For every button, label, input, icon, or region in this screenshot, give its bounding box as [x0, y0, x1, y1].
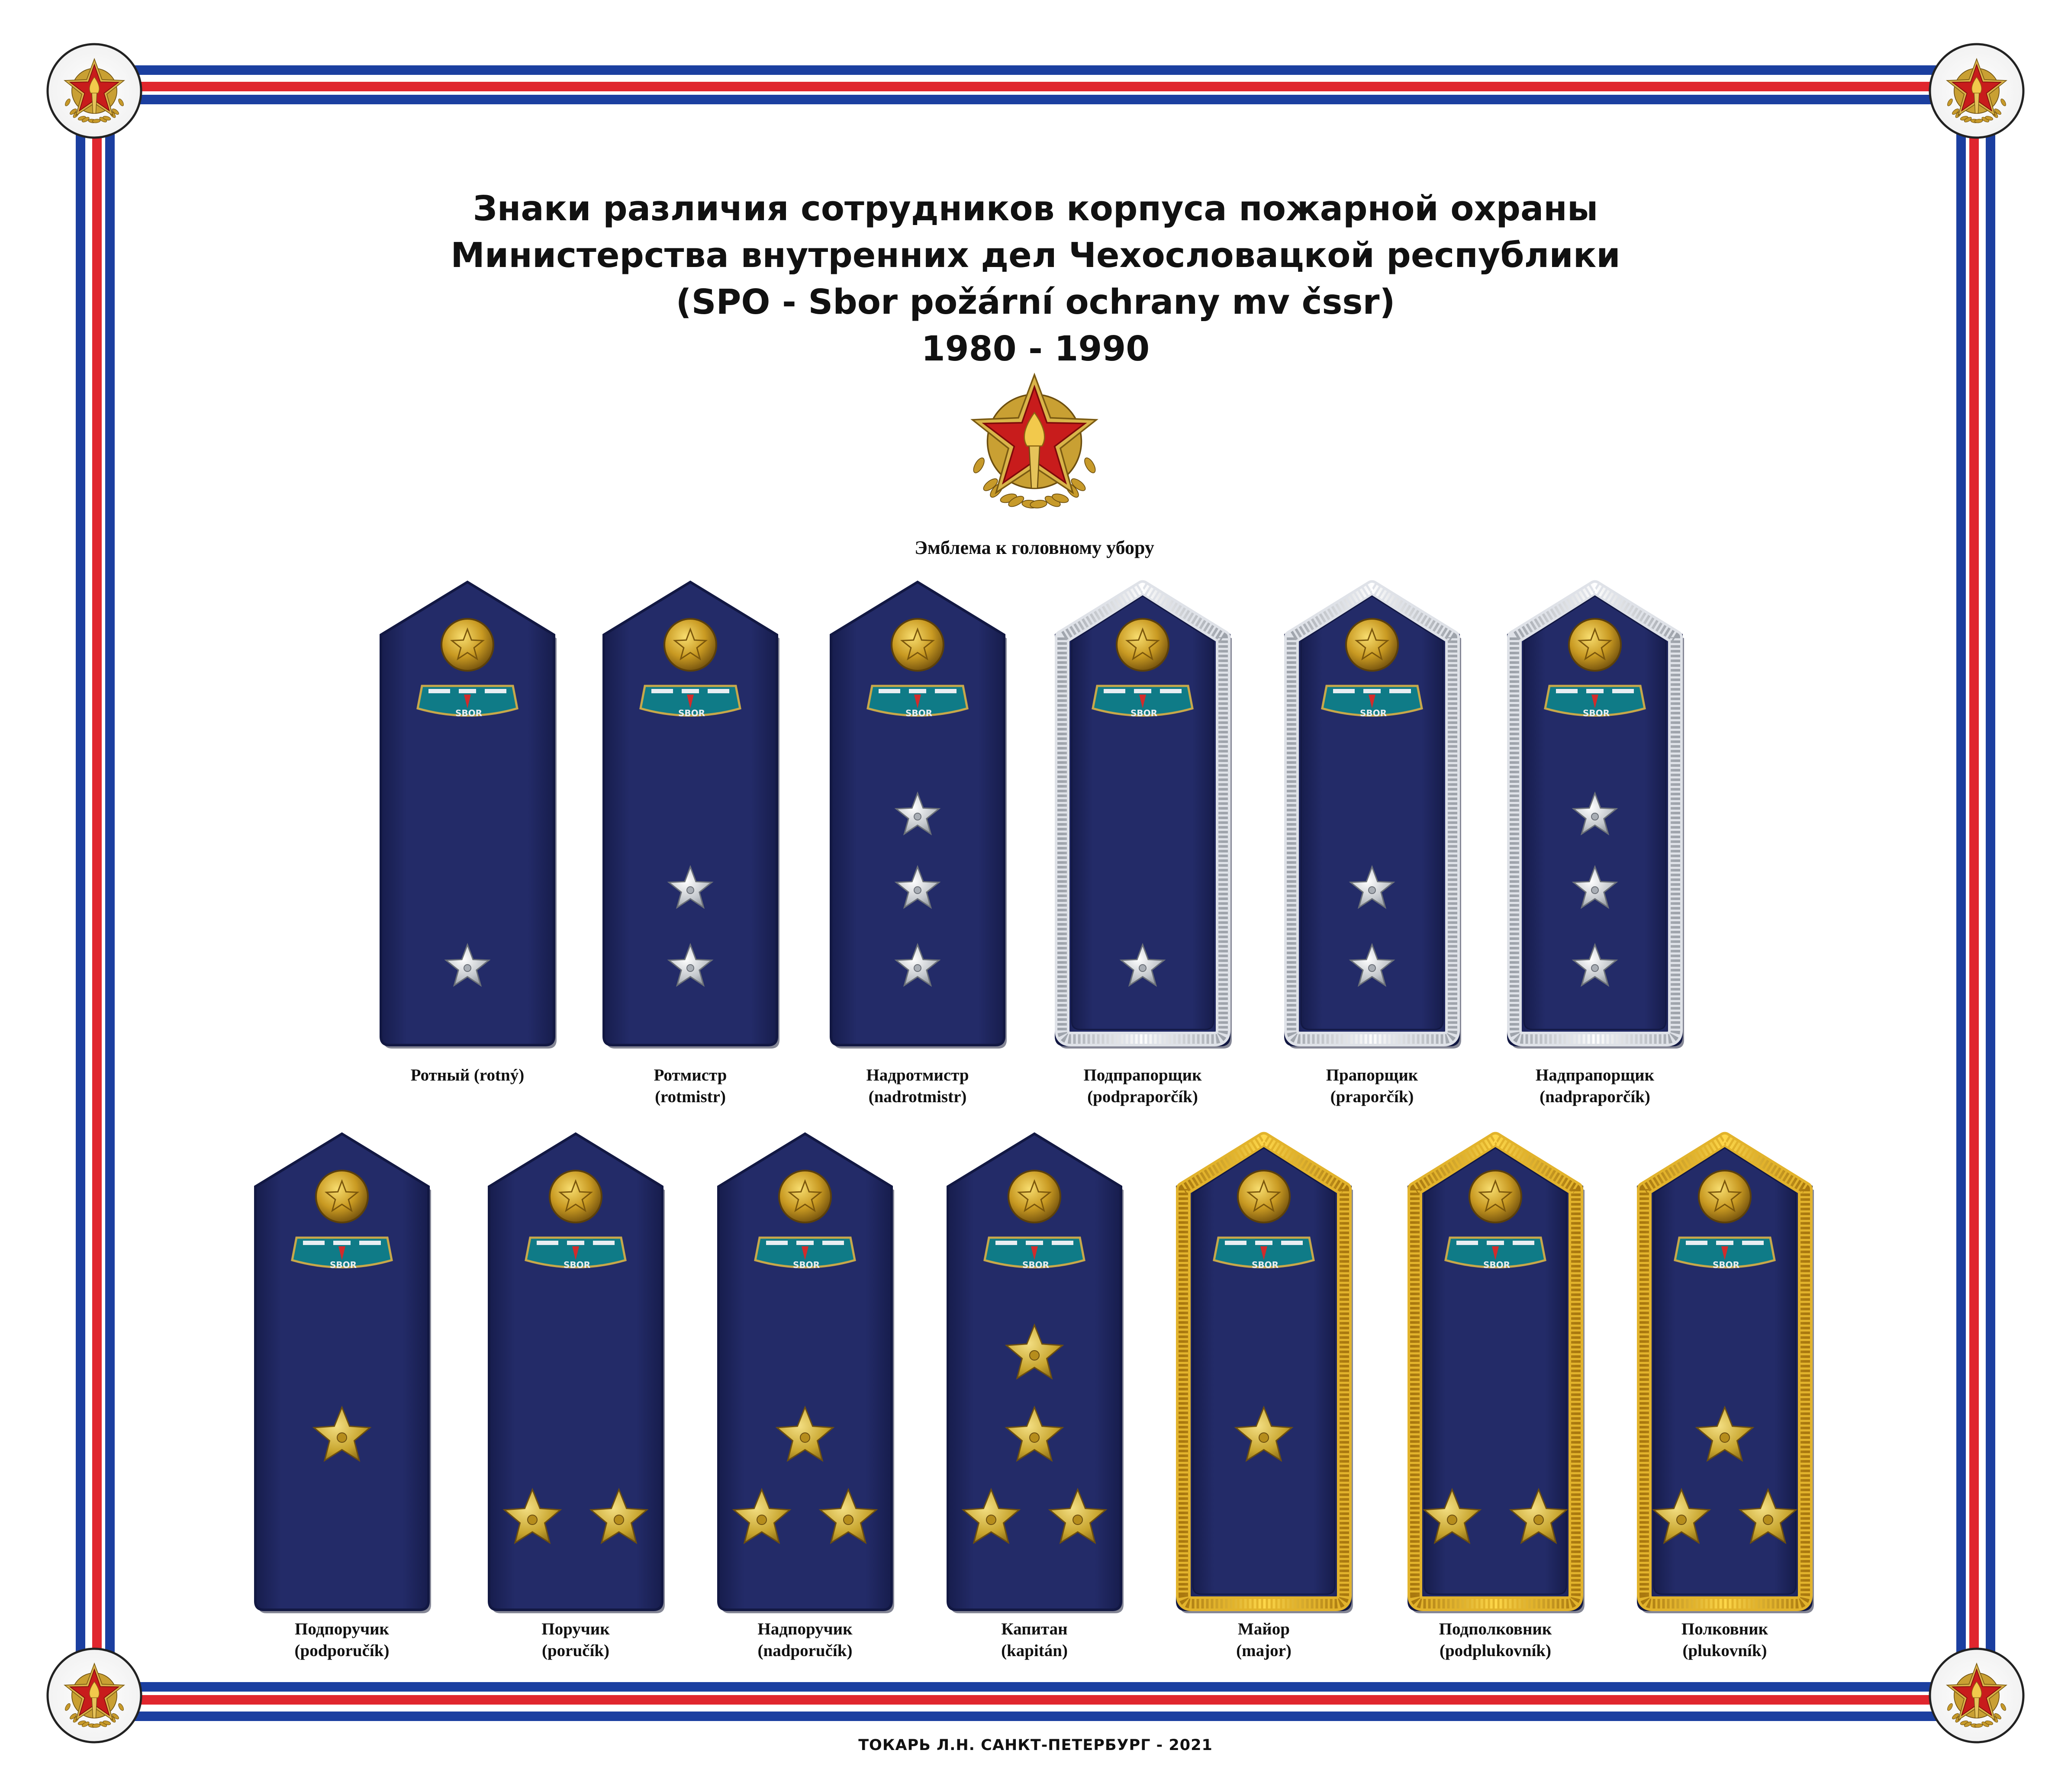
rank-label [1143, 1618, 1385, 1662]
star-center [800, 1433, 810, 1442]
button-icon [1117, 619, 1169, 671]
star-center [1259, 1433, 1269, 1442]
star-center [1720, 1433, 1730, 1442]
button-icon [1238, 1171, 1290, 1223]
rank-name: Надпоручик [757, 1620, 853, 1638]
star-center [914, 965, 921, 972]
star-center [528, 1515, 537, 1525]
rank-latin-name: (major) [1236, 1641, 1292, 1660]
button-icon [779, 1171, 831, 1223]
star-center [464, 965, 471, 972]
spo-badge-text: SBOR [1022, 1260, 1050, 1270]
star-center [914, 887, 921, 894]
star-center [1591, 965, 1598, 972]
shoulder-board [381, 582, 557, 1049]
button-icon [1008, 1171, 1060, 1223]
rank-label [684, 1618, 926, 1662]
rank-label [454, 1618, 697, 1662]
spo-badge-text: SBOR [792, 1260, 820, 1270]
star-center [1591, 887, 1598, 894]
title-line-4: 1980 - 1990 [921, 329, 1150, 369]
rank-name: Поручик [541, 1620, 610, 1638]
rank-label [1251, 1065, 1493, 1108]
rank-label [1021, 1065, 1264, 1108]
corner-emblem [1930, 44, 2023, 138]
shoulder-board [604, 582, 779, 1049]
spo-badge-text: SBOR [1130, 708, 1158, 718]
star-center [1030, 1433, 1039, 1442]
rank-name: Надпрапорщик [1535, 1066, 1655, 1084]
rank-label [346, 1065, 589, 1086]
corner-emblem [48, 44, 141, 138]
button-icon [664, 619, 716, 671]
shoulder-board [1177, 1134, 1353, 1613]
star-center [614, 1515, 624, 1525]
corner-emblem [1930, 1649, 2023, 1742]
rank-latin-name: (nadpraporčík) [1540, 1087, 1650, 1106]
rank-label [1374, 1618, 1617, 1662]
button-icon [1346, 619, 1398, 671]
shoulder-board [489, 1134, 665, 1613]
laurel-leaf [1082, 456, 1098, 474]
rank-name: Подпоручик [294, 1620, 390, 1638]
button-icon [1699, 1171, 1751, 1223]
shoulder-board [1409, 1134, 1585, 1613]
spo-badge-text: SBOR [1483, 1260, 1511, 1270]
star-center [687, 887, 694, 894]
page-title [0, 185, 2071, 372]
rank-label [796, 1065, 1039, 1108]
star-center [1591, 813, 1598, 820]
star-center [914, 813, 921, 820]
button-icon [441, 619, 493, 671]
shoulder-board [1056, 582, 1232, 1049]
rank-latin-name: (poručík) [542, 1641, 609, 1660]
laurel-leaf [971, 456, 986, 474]
star-center [986, 1515, 996, 1525]
shoulder-board [948, 1134, 1124, 1613]
spo-badge-text: SBOR [563, 1260, 591, 1270]
star-center [1677, 1515, 1686, 1525]
button-icon [316, 1171, 368, 1223]
cap-emblem [971, 375, 1097, 509]
star-center [844, 1515, 853, 1525]
spo-badge-text: SBOR [678, 708, 705, 718]
title-line-3: (SPO - Sbor požární ochrany mv čssr) [676, 282, 1395, 322]
rank-label [569, 1065, 812, 1108]
shoulder-board [255, 1134, 431, 1613]
title-line-1: Знаки различия сотрудников корпуса пожарной охраны [473, 189, 1598, 228]
rank-name: Полковник [1681, 1620, 1768, 1638]
rank-name: Подполковник [1439, 1620, 1552, 1638]
rank-name: Надротмистр [866, 1066, 969, 1084]
star-center [1030, 1351, 1039, 1360]
rank-latin-name: (podpraporčík) [1087, 1087, 1198, 1106]
corner-emblem [48, 1649, 141, 1742]
torch-handle [1029, 445, 1040, 489]
rank-name: Майор [1238, 1620, 1290, 1638]
shoulder-board [831, 582, 1007, 1049]
rank-latin-name: (rotmistr) [655, 1087, 726, 1106]
shoulder-board [1638, 1134, 1814, 1613]
rank-latin-name: (nadporučík) [757, 1641, 853, 1660]
button-icon [1469, 1171, 1521, 1223]
emblem-caption: Эмблема к головному убору [915, 537, 1154, 558]
button-icon [1569, 619, 1621, 671]
star-center [1369, 887, 1375, 894]
shoulder-board [1285, 582, 1461, 1049]
star-center [1447, 1515, 1457, 1525]
rank-label [1604, 1618, 1846, 1662]
rank-label [1474, 1065, 1716, 1108]
star-center [757, 1515, 767, 1525]
rank-latin-name: (nadrotmistr) [868, 1087, 967, 1106]
star-center [1763, 1515, 1773, 1525]
spo-badge-text: SBOR [1582, 708, 1610, 718]
title-line-2: Министерства внутренних дел Чехословацкой республики [451, 235, 1620, 275]
star-center [1534, 1515, 1543, 1525]
spo-badge-text: SBOR [329, 1260, 357, 1270]
star-center [1139, 965, 1146, 972]
button-icon [892, 619, 944, 671]
torch-handle [92, 1697, 97, 1718]
shoulder-board [1508, 582, 1684, 1049]
torch-handle [1974, 1697, 1979, 1718]
spo-badge-text: SBOR [1251, 1260, 1279, 1270]
rank-name: Ротмистр [654, 1066, 727, 1084]
rank-latin-name: (plukovník) [1682, 1641, 1767, 1660]
rank-name: Прапорщик [1326, 1066, 1418, 1084]
spo-badge-text: SBOR [455, 708, 483, 718]
rank-name: Капитан [1001, 1620, 1068, 1638]
torch-handle [92, 93, 97, 113]
torch-handle [1974, 93, 1979, 113]
rank-latin-name: (kapitán) [1001, 1641, 1068, 1660]
rank-label [913, 1618, 1156, 1662]
rank-latin-name: (praporčík) [1330, 1087, 1414, 1106]
spo-badge-text: SBOR [905, 708, 933, 718]
footer-credit: ТОКАРЬ Л.Н. САНКТ-ПЕТЕРБУРГ - 2021 [858, 1737, 1213, 1754]
rank-latin-name: (podplukovník) [1440, 1641, 1551, 1660]
spo-badge-text: SBOR [1359, 708, 1387, 718]
rank-name: Подпрапорщик [1083, 1066, 1202, 1084]
star-center [337, 1433, 347, 1442]
shoulder-board [718, 1134, 894, 1613]
rank-label [221, 1618, 463, 1662]
spo-badge-text: SBOR [1712, 1260, 1740, 1270]
star-center [1073, 1515, 1082, 1525]
star-center [687, 965, 694, 972]
button-icon [550, 1171, 602, 1223]
rank-latin-name: (podporučík) [294, 1641, 390, 1660]
rank-name: Ротный (rotný) [410, 1066, 525, 1084]
star-center [1369, 965, 1375, 972]
